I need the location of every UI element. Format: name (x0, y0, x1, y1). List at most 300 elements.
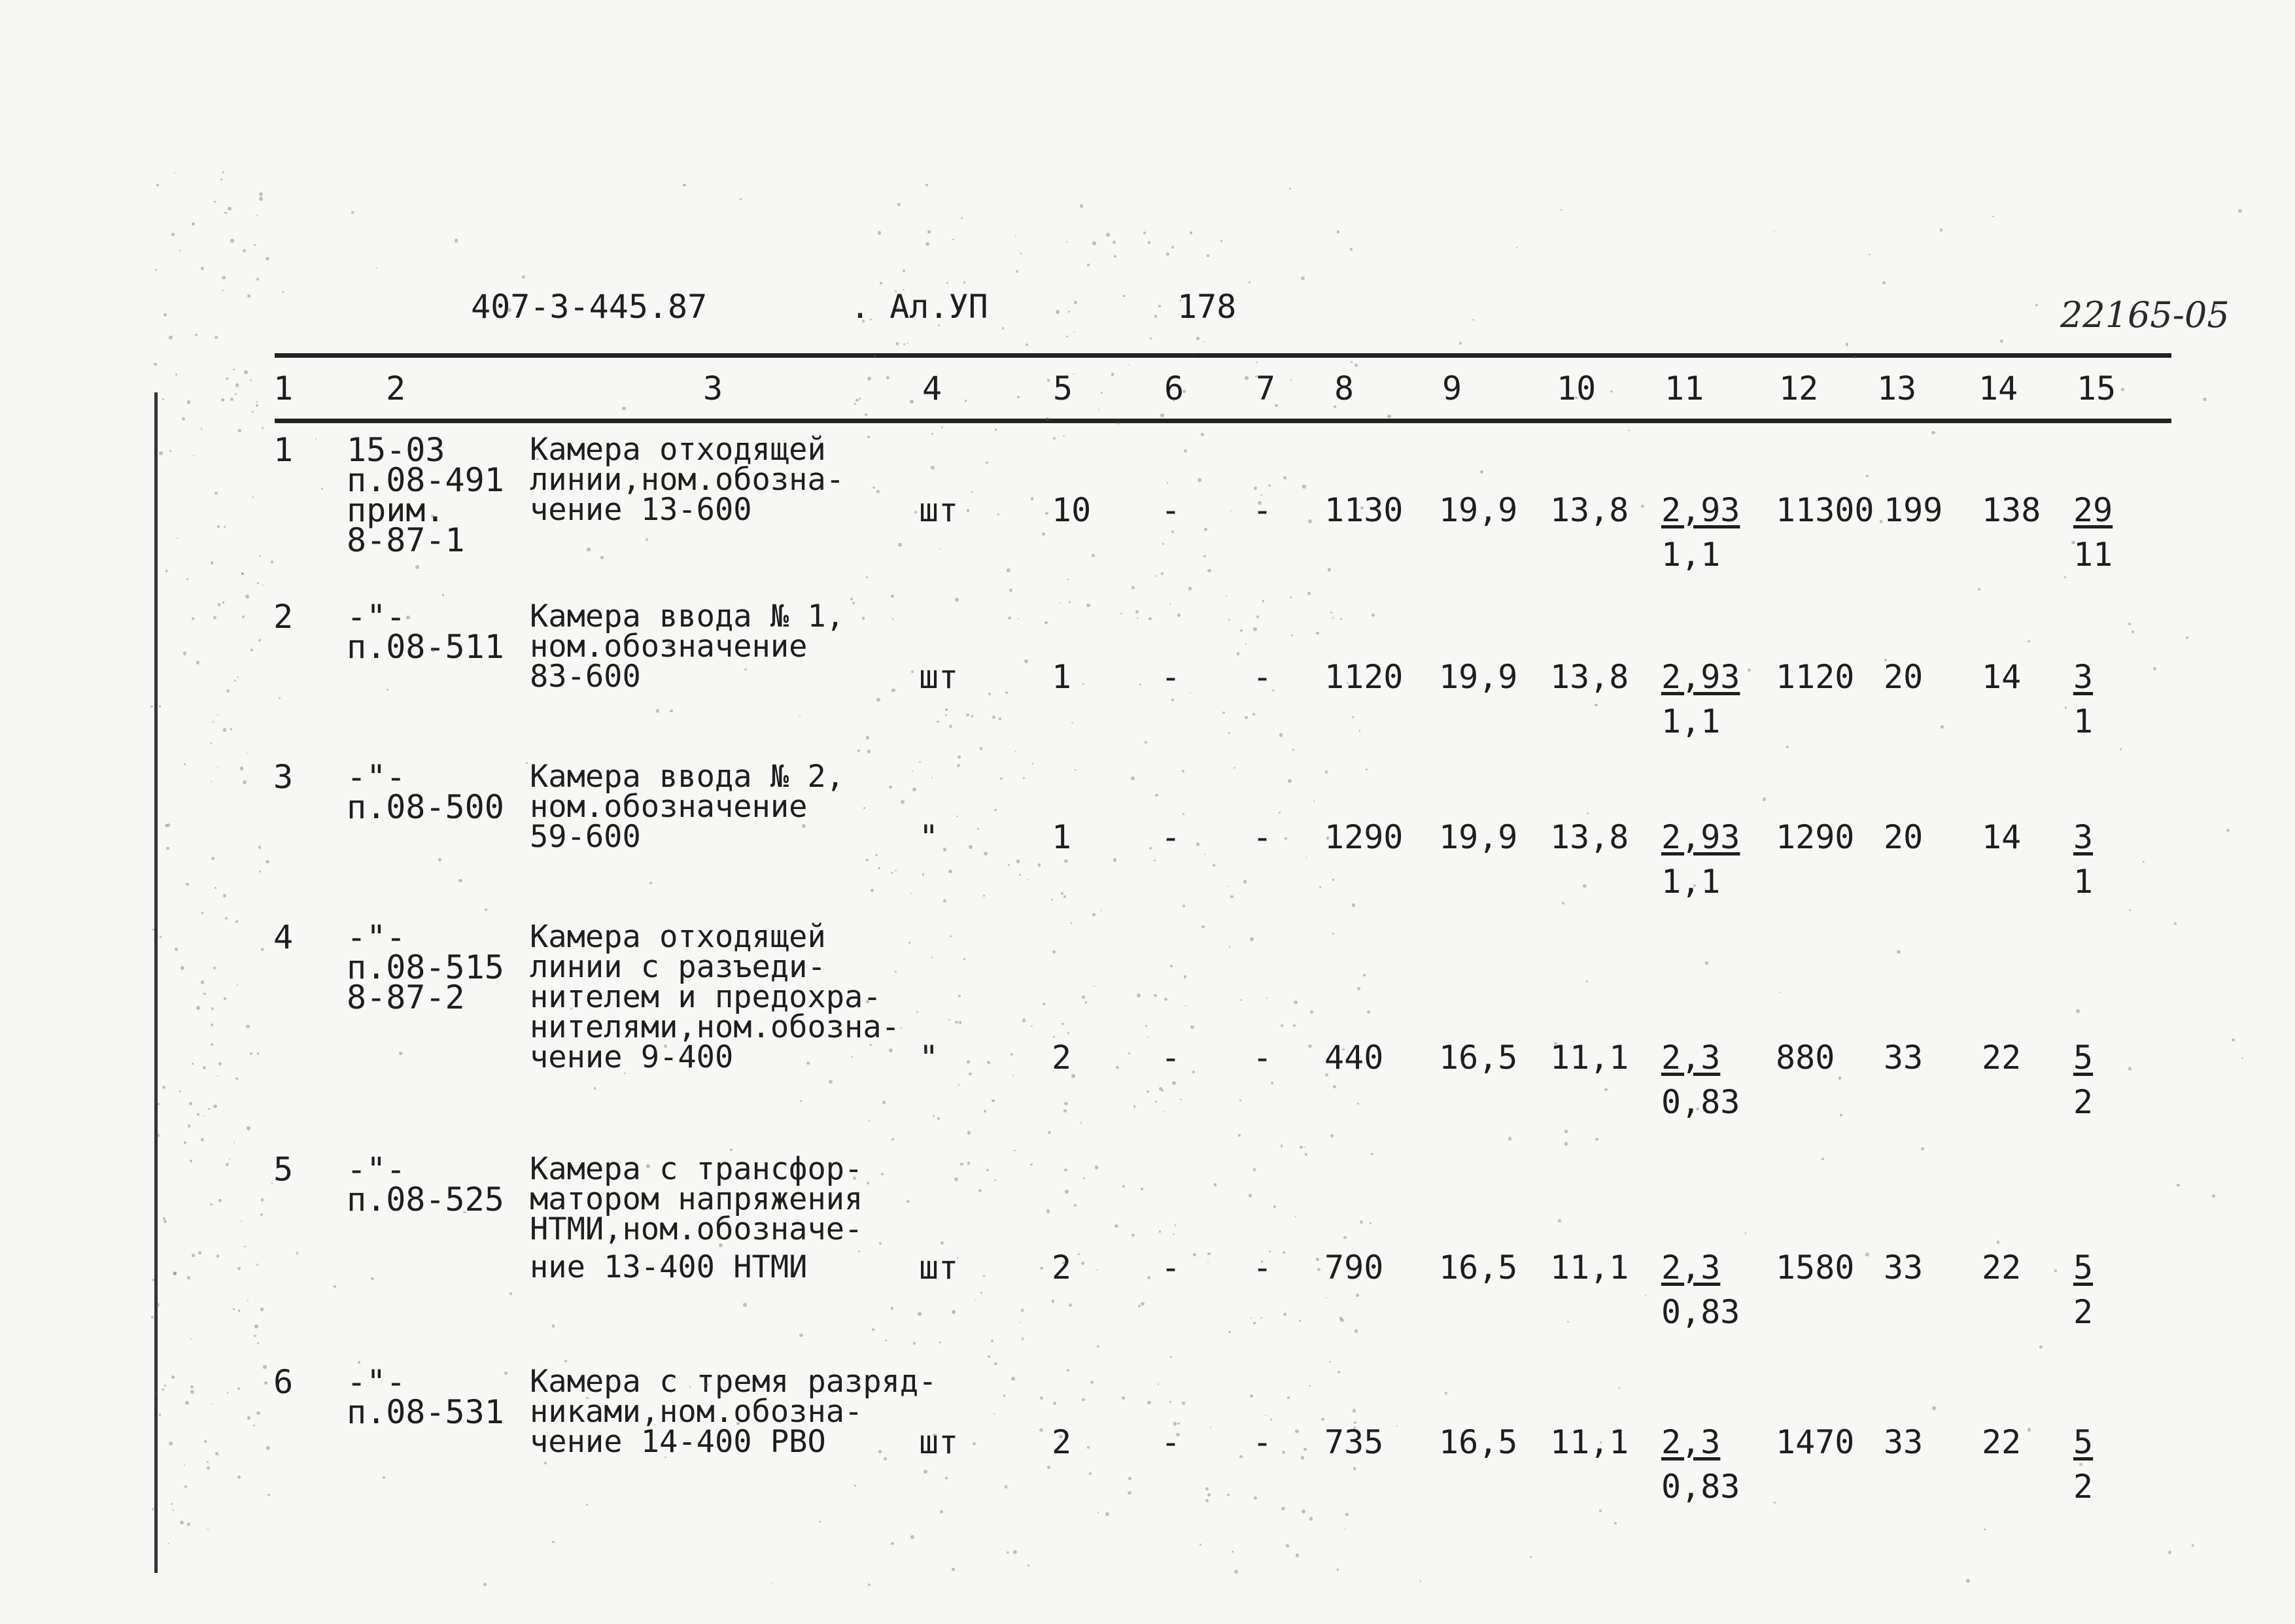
description-line: Камера ввода № 1, (530, 598, 845, 634)
noise-speck (892, 618, 894, 620)
noise-speck (1061, 892, 1063, 895)
noise-speck (872, 487, 874, 489)
description-line: ние 13-400 НТМИ (530, 1249, 808, 1285)
noise-speck (266, 257, 269, 260)
noise-speck (224, 212, 227, 215)
noise-speck (901, 1027, 903, 1029)
noise-speck (261, 948, 264, 950)
col7-cell: - (1252, 1249, 1273, 1287)
noise-speck (1139, 683, 1141, 685)
noise-speck (227, 1392, 229, 1394)
noise-speck (1173, 400, 1174, 402)
noise-speck (1089, 1472, 1092, 1475)
noise-speck (432, 649, 435, 652)
noise-speck (1030, 1164, 1033, 1166)
col8-cell: 735 (1324, 1423, 1384, 1461)
noise-speck (1232, 1551, 1234, 1553)
noise-speck (895, 870, 897, 872)
noise-speck (1053, 1402, 1056, 1405)
noise-speck (226, 689, 230, 693)
noise-speck (1131, 586, 1135, 589)
noise-speck (799, 1334, 803, 1338)
noise-speck (1245, 644, 1247, 645)
noise-speck (938, 324, 940, 326)
noise-speck (911, 670, 914, 673)
noise-speck (2076, 1009, 2080, 1013)
noise-speck (958, 755, 961, 759)
noise-speck (871, 889, 874, 892)
noise-speck (1046, 1209, 1050, 1213)
noise-speck (868, 1583, 871, 1586)
noise-speck (624, 1073, 626, 1075)
col11-bottom-cell: 1,1 (1661, 702, 1721, 740)
noise-speck (806, 1062, 810, 1065)
noise-speck (2168, 1551, 2171, 1554)
noise-speck (878, 1450, 881, 1453)
noise-speck (1260, 1317, 1262, 1319)
noise-speck (1266, 997, 1268, 999)
noise-speck (1941, 725, 1944, 729)
noise-speck (154, 363, 157, 366)
noise-speck (204, 1440, 207, 1443)
column-number-9: 9 (1442, 370, 1462, 407)
noise-speck (215, 1452, 218, 1455)
column-number-3: 3 (703, 370, 723, 407)
noise-speck (1371, 1153, 1373, 1156)
noise-speck (1051, 899, 1053, 901)
noise-speck (1840, 1114, 1842, 1116)
noise-speck (1992, 216, 1993, 217)
noise-speck (1340, 618, 1342, 620)
noise-speck (1293, 1024, 1296, 1027)
noise-speck (986, 462, 988, 464)
noise-speck (925, 242, 929, 246)
noise-speck (971, 491, 973, 492)
description-line: 59-600 (530, 819, 641, 855)
noise-speck (1046, 417, 1049, 421)
noise-speck (1330, 612, 1333, 614)
noise-speck (1281, 1507, 1285, 1510)
col6-cell: - (1161, 1039, 1181, 1077)
noise-speck (1343, 1236, 1346, 1239)
noise-speck (1090, 1381, 1094, 1384)
noise-speck (1253, 1168, 1256, 1171)
noise-speck (1182, 905, 1185, 907)
noise-speck (1352, 903, 1356, 907)
noise-speck (1009, 589, 1012, 592)
noise-speck (851, 1056, 853, 1058)
noise-speck (1063, 435, 1064, 436)
noise-speck (1308, 1045, 1311, 1048)
noise-speck (1067, 1032, 1069, 1034)
col11-top-cell: 2,3 (1661, 1249, 1721, 1287)
noise-speck (1325, 1073, 1328, 1077)
noise-speck (254, 1324, 258, 1328)
description-line: Камера с трансфор- (530, 1151, 863, 1187)
noise-speck (937, 1117, 940, 1120)
description-line: НТМИ,ном.обозначе- (530, 1211, 863, 1247)
noise-speck (1171, 246, 1174, 249)
noise-speck (949, 725, 953, 729)
noise-speck (622, 407, 625, 410)
noise-speck (207, 1466, 210, 1470)
noise-speck (211, 742, 213, 744)
noise-speck (261, 1198, 264, 1201)
noise-speck (1003, 1394, 1005, 1396)
noise-speck (201, 267, 204, 270)
noise-speck (237, 1476, 241, 1479)
noise-speck (939, 1341, 940, 1343)
noise-speck (258, 639, 261, 642)
noise-speck (1207, 1493, 1211, 1496)
noise-speck (1595, 704, 1598, 707)
noise-speck (1143, 232, 1146, 234)
noise-speck (901, 800, 905, 804)
noise-speck (1329, 1361, 1330, 1362)
noise-speck (192, 1063, 194, 1065)
noise-speck (1575, 396, 1578, 399)
noise-speck (800, 1100, 802, 1102)
noise-speck (925, 184, 928, 186)
noise-speck (1190, 1026, 1194, 1029)
noise-speck (2226, 829, 2230, 832)
col10-cell: 13,8 (1550, 491, 1629, 529)
noise-speck (164, 1385, 166, 1387)
noise-speck (171, 1375, 175, 1379)
noise-speck (1160, 413, 1164, 417)
noise-speck (963, 281, 966, 284)
noise-speck (1038, 863, 1041, 866)
noise-speck (1279, 812, 1281, 814)
noise-speck (945, 708, 948, 711)
noise-speck (1085, 1001, 1088, 1004)
catalog-code-line: -"- (347, 1150, 406, 1188)
col12-cell: 1120 (1776, 658, 1855, 696)
noise-speck (1056, 310, 1060, 314)
noise-speck (156, 1133, 160, 1137)
noise-speck (1155, 794, 1158, 797)
noise-speck (984, 852, 988, 855)
noise-speck (819, 1521, 821, 1523)
noise-speck (266, 860, 269, 864)
noise-speck (931, 777, 933, 778)
description-line: Камера с тремя разряд- (530, 1364, 937, 1400)
noise-speck (923, 1470, 927, 1474)
noise-speck (937, 721, 939, 723)
noise-speck (1196, 842, 1200, 846)
row-number: 6 (273, 1363, 294, 1401)
description-line: 83-600 (530, 659, 641, 695)
noise-speck (282, 291, 284, 293)
noise-speck (1337, 1568, 1339, 1570)
noise-speck (1604, 1088, 1607, 1091)
noise-speck (157, 1103, 160, 1105)
noise-speck (1060, 602, 1061, 604)
noise-speck (1173, 1422, 1177, 1425)
noise-speck (950, 935, 952, 937)
noise-speck (1345, 1529, 1346, 1530)
noise-speck (1641, 505, 1644, 508)
column-number-1: 1 (273, 370, 294, 407)
noise-speck (903, 343, 905, 345)
noise-speck (1032, 763, 1034, 765)
noise-speck (1332, 617, 1334, 619)
noise-speck (961, 217, 963, 219)
col11-bottom-cell: 0,83 (1661, 1468, 1740, 1506)
noise-speck (1147, 1401, 1151, 1405)
noise-speck (1111, 373, 1114, 375)
column-number-6: 6 (1164, 370, 1184, 407)
noise-speck (1101, 392, 1103, 394)
noise-speck (1316, 1258, 1319, 1261)
noise-speck (1114, 1224, 1118, 1228)
noise-speck (2174, 922, 2177, 925)
noise-speck (193, 455, 194, 456)
noise-speck (1786, 746, 1789, 748)
noise-speck (880, 282, 882, 285)
noise-speck (1063, 1109, 1067, 1113)
noise-speck (1169, 1401, 1171, 1403)
noise-speck (587, 547, 591, 551)
column-number-12: 12 (1779, 370, 1819, 407)
noise-speck (933, 1434, 936, 1437)
noise-speck (218, 1062, 222, 1065)
quantity-cell: 1 (1052, 658, 1072, 696)
noise-speck (952, 239, 954, 241)
noise-speck (744, 668, 747, 671)
noise-speck (234, 680, 236, 682)
noise-speck (2143, 861, 2145, 863)
noise-speck (245, 595, 249, 598)
noise-speck (882, 1101, 886, 1104)
noise-speck (1302, 485, 1305, 488)
noise-speck (1586, 980, 1588, 982)
noise-speck (225, 917, 228, 920)
catalog-code-line: п.08-525 (347, 1181, 504, 1218)
noise-speck (504, 1372, 508, 1375)
noise-speck (2177, 1184, 2179, 1186)
noise-speck (881, 1173, 884, 1175)
noise-speck (1043, 1003, 1045, 1005)
noise-speck (891, 1138, 894, 1141)
noise-speck (2079, 1463, 2082, 1466)
noise-speck (1628, 430, 1629, 431)
noise-speck (943, 848, 947, 852)
noise-speck (941, 426, 943, 428)
noise-speck (1279, 733, 1283, 736)
noise-speck (247, 1416, 250, 1419)
noise-speck (1114, 255, 1116, 258)
description-line: линии с разъеди- (530, 949, 826, 985)
noise-speck (1123, 295, 1126, 298)
noise-speck (1387, 415, 1390, 418)
noise-speck (226, 377, 229, 381)
noise-speck (1227, 886, 1228, 887)
noise-speck (1321, 1418, 1324, 1421)
noise-speck (1300, 1146, 1303, 1149)
noise-speck (957, 1257, 958, 1258)
noise-speck (1022, 1018, 1026, 1022)
noise-speck (508, 308, 511, 311)
noise-speck (1158, 305, 1161, 307)
catalog-code-line: п.08-491 (347, 461, 504, 499)
noise-speck (179, 250, 181, 252)
col9-cell: 19,9 (1439, 491, 1518, 529)
noise-speck (252, 496, 254, 498)
noise-speck (1128, 1052, 1130, 1054)
noise-speck (1445, 1392, 1448, 1395)
noise-speck (169, 336, 173, 339)
noise-speck (940, 1510, 944, 1514)
noise-speck (1352, 716, 1354, 718)
noise-speck (592, 973, 593, 975)
noise-speck (1064, 1102, 1068, 1106)
noise-speck (2064, 576, 2066, 578)
noise-speck (1309, 1385, 1311, 1387)
col9-cell: 19,9 (1439, 658, 1518, 696)
noise-speck (1014, 1150, 1016, 1152)
noise-speck (171, 1503, 173, 1506)
noise-speck (163, 1217, 165, 1220)
noise-speck (1283, 1313, 1286, 1316)
col14-cell: 22 (1982, 1423, 2022, 1461)
noise-speck (152, 929, 154, 931)
noise-speck (235, 1077, 239, 1080)
quantity-cell: 1 (1052, 818, 1072, 856)
noise-speck (159, 451, 163, 455)
noise-speck (1372, 613, 1375, 617)
noise-speck (1039, 1428, 1043, 1432)
noise-speck (1262, 600, 1264, 602)
noise-speck (552, 1324, 555, 1328)
noise-speck (260, 1307, 264, 1311)
noise-speck (867, 750, 871, 753)
noise-speck (867, 377, 871, 381)
noise-speck (1154, 315, 1157, 317)
noise-speck (1240, 999, 1242, 1001)
noise-speck (1295, 1430, 1298, 1433)
noise-speck (1214, 1183, 1217, 1186)
col11-top-cell: 2,93 (1661, 491, 1740, 529)
noise-speck (1075, 769, 1077, 771)
catalog-code-line: прим. (347, 491, 445, 529)
noise-speck (1367, 1011, 1370, 1014)
noise-speck (259, 871, 261, 872)
noise-speck (1002, 327, 1004, 329)
noise-speck (1122, 1185, 1125, 1188)
noise-speck (1154, 994, 1157, 997)
noise-speck (1275, 404, 1277, 407)
noise-speck (1047, 379, 1050, 381)
col10-cell: 13,8 (1550, 818, 1629, 856)
noise-speck (1078, 1253, 1080, 1255)
noise-speck (159, 1413, 161, 1415)
noise-speck (2192, 1544, 2194, 1547)
col15-top-cell: 5 (2073, 1249, 2094, 1287)
col12-cell: 1290 (1776, 818, 1855, 856)
noise-speck (994, 1179, 996, 1181)
noise-speck (1396, 1425, 1398, 1426)
noise-speck (1065, 1190, 1069, 1194)
catalog-code-line: -"- (347, 598, 406, 636)
noise-speck (878, 867, 880, 870)
noise-speck (218, 603, 220, 606)
noise-speck (1198, 478, 1201, 482)
col11-bottom-cell: 0,83 (1661, 1293, 1740, 1331)
noise-speck (1013, 1550, 1017, 1554)
noise-speck (1016, 270, 1018, 273)
noise-speck (1185, 1005, 1186, 1007)
noise-speck (173, 1271, 177, 1275)
description-line: нителями,ном.обозна- (530, 1009, 900, 1045)
noise-speck (211, 1024, 213, 1026)
noise-speck (1086, 604, 1090, 607)
noise-speck (1355, 1329, 1358, 1333)
noise-speck (254, 244, 256, 246)
column-number-10: 10 (1557, 370, 1596, 407)
noise-speck (1350, 248, 1353, 251)
noise-speck (1141, 1188, 1143, 1190)
noise-speck (1234, 767, 1235, 769)
description-line: матором напряжения (530, 1181, 863, 1217)
noise-speck (1096, 1270, 1097, 1271)
noise-speck (668, 643, 672, 647)
noise-speck (656, 709, 660, 713)
col13-cell: 199 (1884, 491, 1943, 529)
noise-speck (1253, 1322, 1256, 1324)
description-line: ном.обозначение (530, 789, 808, 825)
noise-speck (1696, 1107, 1699, 1111)
noise-speck (2054, 1270, 2057, 1272)
noise-speck (1317, 1268, 1320, 1271)
noise-speck (952, 1568, 955, 1571)
noise-speck (1203, 555, 1206, 558)
noise-speck (233, 1142, 235, 1143)
noise-speck (1026, 343, 1028, 346)
noise-speck (184, 1485, 187, 1488)
col10-cell: 11,1 (1550, 1249, 1629, 1287)
unit-cell: шт (919, 658, 959, 696)
col7-cell: - (1252, 1423, 1273, 1461)
noise-speck (971, 715, 973, 717)
noise-speck (895, 971, 897, 973)
noise-speck (977, 828, 980, 831)
noise-speck (889, 1048, 893, 1052)
column-number-5: 5 (1053, 370, 1073, 407)
noise-speck (258, 846, 262, 849)
noise-speck (1337, 1371, 1340, 1373)
noise-speck (907, 343, 908, 344)
col15-top-cell: 5 (2073, 1039, 2094, 1077)
noise-speck (1234, 1570, 1238, 1574)
noise-speck (1567, 1321, 1568, 1322)
noise-speck (1147, 1090, 1150, 1094)
col14-cell: 22 (1982, 1249, 2022, 1287)
col6-cell: - (1161, 818, 1181, 856)
noise-speck (1940, 228, 1942, 231)
noise-speck (988, 1355, 990, 1358)
noise-speck (1239, 1099, 1241, 1101)
noise-speck (229, 1158, 230, 1160)
noise-speck (1106, 233, 1110, 237)
noise-speck (1303, 1448, 1307, 1451)
quantity-cell: 2 (1052, 1039, 1072, 1077)
noise-speck (2238, 209, 2241, 213)
noise-speck (544, 1462, 547, 1464)
noise-speck (1774, 230, 1775, 232)
noise-speck (802, 824, 806, 828)
noise-speck (190, 1390, 194, 1394)
